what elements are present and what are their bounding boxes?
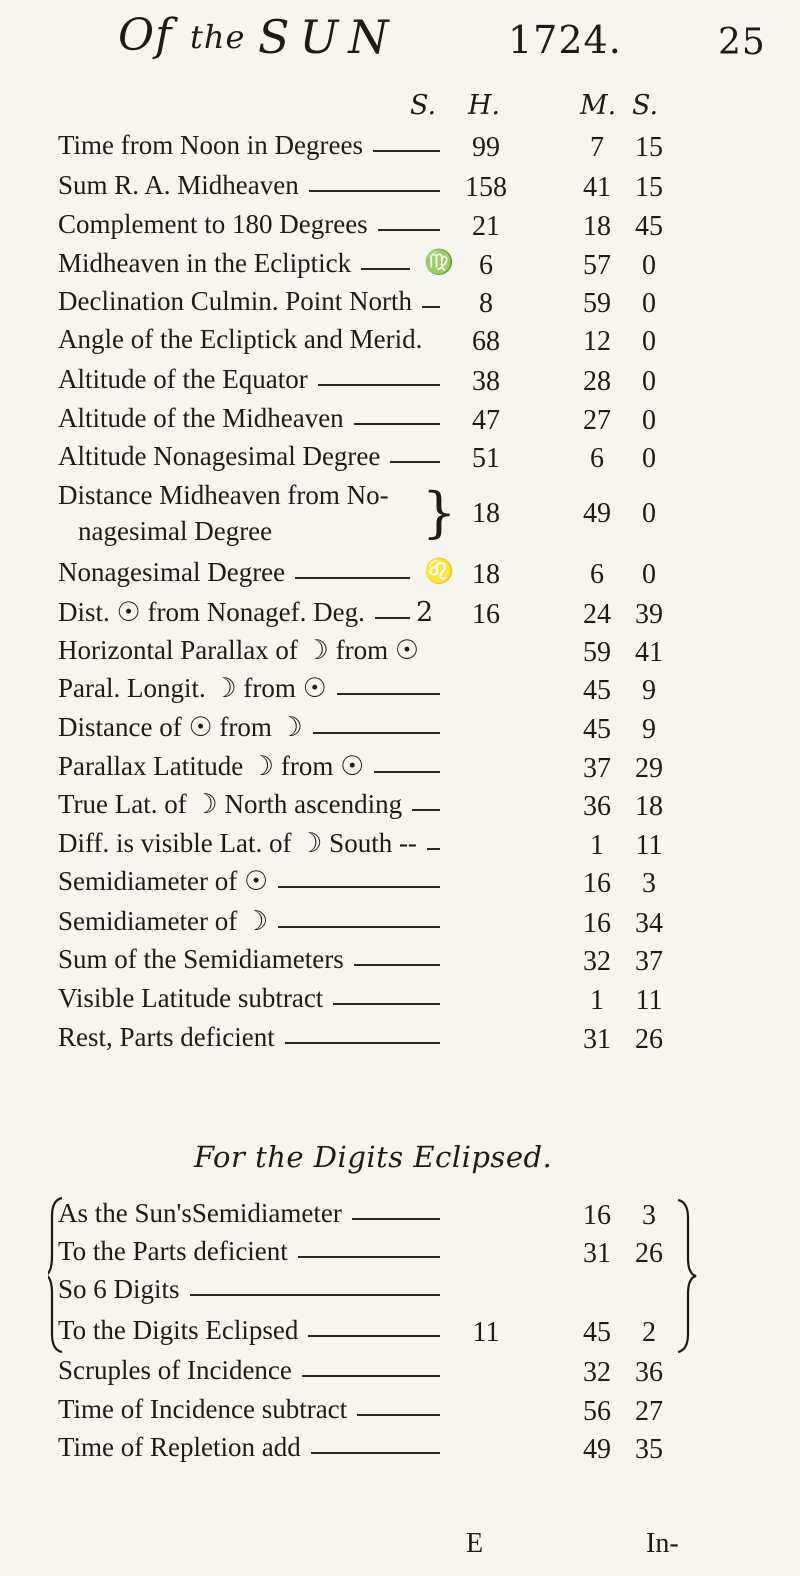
table-label-continued: nagesimal Degree xyxy=(78,516,273,546)
leader-line xyxy=(333,1003,440,1005)
leader-line xyxy=(285,1042,440,1044)
table-row xyxy=(0,597,800,637)
value-seconds: 0 xyxy=(642,250,656,281)
leader-line xyxy=(311,1452,440,1454)
value-seconds: 26 xyxy=(635,1024,663,1055)
digits-row xyxy=(0,1315,800,1355)
table-row xyxy=(0,789,800,829)
table-row xyxy=(0,209,800,249)
value-minutes: 57 xyxy=(583,250,611,281)
table-label: Sum R. A. Midheaven xyxy=(58,170,299,200)
table-row xyxy=(0,828,800,868)
table-label: True Lat. of ☽ North ascending xyxy=(58,789,403,819)
value-seconds: 37 xyxy=(635,946,663,977)
value-hours: 11 xyxy=(472,1317,500,1348)
value-seconds: 0 xyxy=(642,366,656,397)
value-minutes: 59 xyxy=(583,288,611,319)
table-label: Distance of ☉ from ☽ xyxy=(58,712,303,742)
value-minutes: 31 xyxy=(583,1238,611,1269)
value-minutes: 49 xyxy=(583,1434,611,1465)
table-row xyxy=(0,286,800,326)
table-row xyxy=(0,866,800,906)
column-head-s: S. xyxy=(410,90,437,121)
leader-line xyxy=(361,268,410,270)
table-row xyxy=(0,248,800,288)
leader-line xyxy=(357,1414,440,1416)
table-row xyxy=(0,170,800,210)
value-hours: 51 xyxy=(472,443,500,474)
table-label: Paral. Longit. ☽ from ☉ xyxy=(58,673,327,703)
digits-label: So 6 Digits xyxy=(58,1274,180,1304)
column-head-h: H. xyxy=(468,90,501,121)
page-number: 25 xyxy=(718,22,766,63)
value-minutes: 6 xyxy=(590,443,604,474)
leader-line xyxy=(422,306,440,308)
digits-label: To the Digits Eclipsed xyxy=(58,1315,299,1345)
value-minutes: 28 xyxy=(583,366,611,397)
value-seconds: 26 xyxy=(635,1238,663,1269)
value-minutes: 37 xyxy=(583,753,611,784)
value-seconds: 9 xyxy=(642,675,656,706)
digits-label: Time of Incidence subtract xyxy=(58,1394,348,1424)
table-row xyxy=(0,906,800,946)
value-seconds: 2 xyxy=(642,1317,656,1348)
value-minutes: 24 xyxy=(583,599,611,630)
value-hours: 8 xyxy=(479,288,493,319)
leader-line xyxy=(378,229,440,231)
leader-line xyxy=(390,461,440,463)
leader-line xyxy=(354,964,440,966)
table-label: Altitude of the Midheaven xyxy=(58,403,344,433)
value-seconds: 41 xyxy=(635,637,663,668)
digits-label: To the Parts deficient xyxy=(58,1236,288,1266)
leader-line xyxy=(373,150,440,152)
value-hours: 38 xyxy=(472,366,500,397)
value-minutes: 59 xyxy=(583,637,611,668)
value-hours: 158 xyxy=(465,172,507,203)
table-label: Rest, Parts deficient xyxy=(58,1022,275,1052)
value-minutes: 16 xyxy=(583,868,611,899)
table-row xyxy=(0,364,800,404)
table-row xyxy=(0,635,800,675)
table-row xyxy=(0,1022,800,1062)
table-label: Sum of the Semidiameters xyxy=(58,944,344,974)
value-hours: 16 xyxy=(472,599,500,630)
table-label: Complement to 180 Degrees xyxy=(58,209,368,239)
leader-line xyxy=(309,190,440,192)
value-seconds: 11 xyxy=(635,985,663,1016)
digits-row xyxy=(0,1355,800,1395)
value-seconds: 45 xyxy=(635,211,663,242)
zodiac-sign-icon: ♍ xyxy=(424,248,454,276)
brace-icon: } xyxy=(422,481,457,544)
leader-line xyxy=(278,886,440,888)
leader-line xyxy=(318,384,440,386)
table-label: Declination Culmin. Point North xyxy=(58,286,412,316)
value-seconds: 0 xyxy=(642,498,656,529)
zodiac-sign-icon: ♌ xyxy=(424,557,454,585)
table-label: Altitude Nonagesimal Degree xyxy=(58,441,381,471)
value-hours: 18 xyxy=(472,498,500,529)
value-minutes: 16 xyxy=(583,908,611,939)
leader-line xyxy=(295,577,410,579)
value-seconds: 0 xyxy=(642,559,656,590)
value-seconds: 15 xyxy=(635,132,663,163)
value-hours: 99 xyxy=(472,132,500,163)
value-seconds: 27 xyxy=(635,1396,663,1427)
leader-line xyxy=(375,617,410,619)
value-minutes: 6 xyxy=(590,559,604,590)
value-seconds: 18 xyxy=(635,791,663,822)
value-seconds: 11 xyxy=(635,830,663,861)
table-row xyxy=(0,983,800,1023)
value-minutes: 49 xyxy=(583,498,611,529)
header-sun: SUN xyxy=(258,10,399,64)
leader-line xyxy=(313,732,440,734)
value-minutes: 31 xyxy=(583,1024,611,1055)
table-row xyxy=(0,944,800,984)
leader-line xyxy=(298,1256,440,1258)
leader-line xyxy=(374,771,440,773)
table-row xyxy=(0,712,800,752)
value-seconds: 35 xyxy=(635,1434,663,1465)
value-hours: 47 xyxy=(472,405,500,436)
leader-line xyxy=(337,693,440,695)
running-head xyxy=(118,10,766,80)
table-label: Diff. is visible Lat. of ☽ South -- xyxy=(58,828,417,858)
value-hours: 6 xyxy=(479,250,493,281)
value-minutes: 7 xyxy=(590,132,604,163)
digits-row xyxy=(0,1274,800,1314)
leader-line xyxy=(302,1375,440,1377)
value-minutes: 1 xyxy=(590,985,604,1016)
value-minutes: 1 xyxy=(590,830,604,861)
leader-line xyxy=(190,1294,440,1296)
leader-line xyxy=(352,1218,440,1220)
value-minutes: 18 xyxy=(583,211,611,242)
column-head-sec: S. xyxy=(632,90,659,121)
table-label: Angle of the Ecliptick and Merid. xyxy=(58,324,423,354)
header-of: Of xyxy=(118,10,173,61)
value-minutes: 12 xyxy=(583,326,611,357)
value-seconds: 0 xyxy=(642,443,656,474)
value-seconds: 39 xyxy=(635,599,663,630)
digits-label: As the Sun'sSemidiameter xyxy=(58,1198,342,1228)
table-label: Midheaven in the Ecliptick xyxy=(58,248,352,278)
value-hours: 18 xyxy=(472,559,500,590)
digits-label: Scruples of Incidence xyxy=(58,1355,292,1385)
table-label: Semidiameter of ☽ xyxy=(58,906,269,936)
table-label: Parallax Latitude ☽ from ☉ xyxy=(58,751,365,781)
table-row xyxy=(0,441,800,481)
value-seconds: 34 xyxy=(635,908,663,939)
value-minutes: 27 xyxy=(583,405,611,436)
table-row xyxy=(0,130,800,170)
value-minutes: 32 xyxy=(583,1357,611,1388)
value-minutes: 36 xyxy=(583,791,611,822)
value-seconds: 3 xyxy=(642,1200,656,1231)
leader-line xyxy=(427,848,440,850)
value-hours: 21 xyxy=(472,211,500,242)
value-seconds: 36 xyxy=(635,1357,663,1388)
table-label: Nonagesimal Degree xyxy=(58,557,286,587)
catchword: In- xyxy=(646,1528,679,1559)
leader-line xyxy=(412,809,440,811)
table-label: Visible Latitude subtract xyxy=(58,983,324,1013)
value-minutes: 45 xyxy=(583,714,611,745)
column-head-m: M. xyxy=(580,90,617,121)
table-label: Time from Noon in Degrees xyxy=(58,130,363,160)
digits-row xyxy=(0,1394,800,1434)
table-row xyxy=(0,480,800,546)
value-minutes: 41 xyxy=(583,172,611,203)
leader-line xyxy=(354,423,440,425)
leader-line xyxy=(278,926,440,928)
leader-line xyxy=(308,1335,440,1337)
value-seconds: 0 xyxy=(642,288,656,319)
table-row xyxy=(0,403,800,443)
sign-number: 2 xyxy=(416,597,434,628)
table-row xyxy=(0,673,800,713)
value-seconds: 3 xyxy=(642,868,656,899)
table-row xyxy=(0,324,800,364)
table-row xyxy=(0,557,800,597)
digits-row xyxy=(0,1432,800,1472)
table-label: Semidiameter of ☉ xyxy=(58,866,269,896)
table-label: Dist. ☉ from Nonagef. Deg. xyxy=(58,597,365,627)
header-the: the xyxy=(190,18,246,56)
value-seconds: 0 xyxy=(642,405,656,436)
digits-row xyxy=(0,1236,800,1276)
value-minutes: 16 xyxy=(583,1200,611,1231)
section-title: For the Digits Eclipsed. xyxy=(194,1140,553,1174)
header-year: 1724. xyxy=(508,18,622,62)
table-label: Altitude of the Equator xyxy=(58,364,308,394)
value-seconds: 9 xyxy=(642,714,656,745)
signature-mark: E xyxy=(466,1528,484,1559)
table-row xyxy=(0,751,800,791)
table-label: Distance Midheaven from No- xyxy=(58,480,389,510)
digits-row xyxy=(0,1198,800,1238)
digits-label: Time of Repletion add xyxy=(58,1432,301,1462)
value-seconds: 15 xyxy=(635,172,663,203)
value-seconds: 0 xyxy=(642,326,656,357)
table-label: Horizontal Parallax of ☽ from ☉ xyxy=(58,635,420,665)
value-hours: 68 xyxy=(472,326,500,357)
value-minutes: 45 xyxy=(583,675,611,706)
value-minutes: 56 xyxy=(583,1396,611,1427)
value-seconds: 29 xyxy=(635,753,663,784)
value-minutes: 45 xyxy=(583,1317,611,1348)
value-minutes: 32 xyxy=(583,946,611,977)
